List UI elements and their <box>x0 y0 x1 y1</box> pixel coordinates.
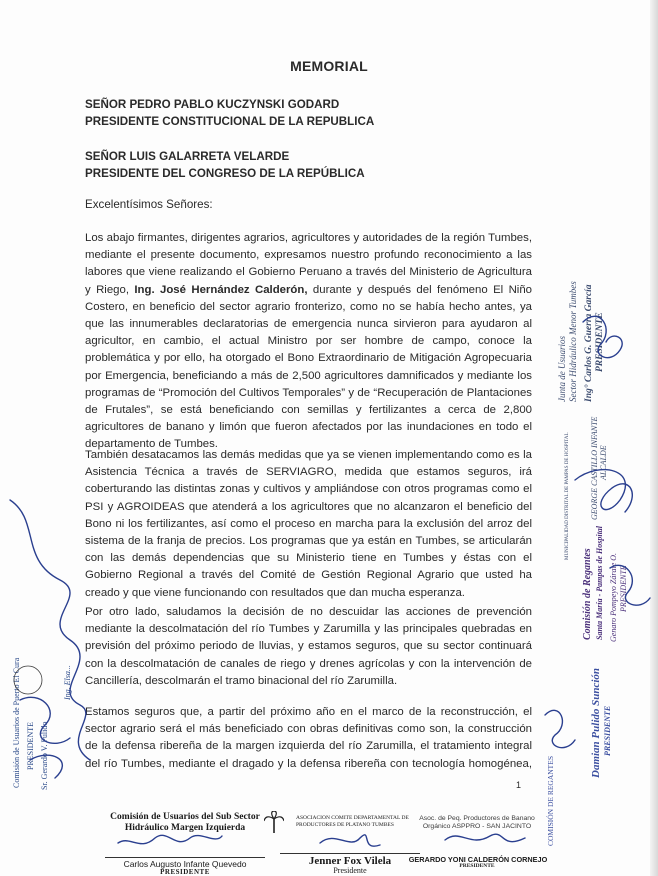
left-stamp-line-4: Ing. Elsa... <box>63 665 72 700</box>
george-stamp-role: ALCALDE <box>599 445 608 480</box>
document-title: MEMORIAL <box>290 58 368 74</box>
paragraph-2: También desatacamos las demás medidas que ya se vienen implementando como es la Asistencia Técnica a través de SERVIAGRO, medida que estamos seguros, irá coberturando las distintas zonas y cultivos y ampliándose con otros programas como el PSI y AGROIDEAS que atenderá a los agricultores que no alcanzaron el beneficio del Bono ni los fertilizantes, así como el proceso en marcha para la exclusión del arroz del sistema de la franja de precios. Los programas que ya están en Tumbes, se articularán con las demás dependencias que su Ministerio tiene en Tumbes y éstas con el Gobierno Regional a través del Comité de Gestión Regional Agrario que usted ha creado y que viene funcionando con resultados que dan mucha esperanza. <box>85 449 532 599</box>
paragraph-3: Por otro lado, saludamos la decisión de no descuidar las acciones de prevención mediante la descolmatación del río Tumbes y Zarumilla y las principales quebradas en previsión del próximo periodo de lluvias, y estamos seguros, que su sector continuará con la descolmatación de canales de riego y drenes agrícolas y con la intervención de Cancillería, descolmarán el tramo binacional del río Zarumilla. <box>85 606 532 687</box>
signature-left-loops <box>20 697 70 778</box>
addressee-1-title: PRESIDENTE CONSTITUCIONAL DE LA REPUBLICA <box>85 115 375 128</box>
signature-left-large <box>10 500 90 760</box>
signature-3-role: PRESIDENTE <box>459 863 495 869</box>
signature-damian <box>545 710 575 747</box>
municipalidad-stamp: MUNICIPALIDAD DISTRITAL DE PAMPAS DE HOSPITAL <box>565 432 570 560</box>
signature-mid-right <box>610 565 650 605</box>
junta-stamp-line-2: Sector Hidráulico Menor Tumbes <box>568 281 578 402</box>
signature-george-castillo <box>575 470 632 512</box>
palm-tree-logo-icon <box>264 811 284 833</box>
left-stamp-line-2: PRESIDENTE <box>26 722 35 770</box>
signature-3-name: GERARDO YONI CALDERÓN CORNEJO <box>408 855 548 864</box>
addressee-2-title: PRESIDENTE DEL CONGRESO DE LA REPÚBLICA <box>85 167 365 180</box>
carlos-stamp-role: PRESIDENTE <box>595 312 605 372</box>
signature-1-org: Comisión de Usuarios del Sub Sector Hidráulico Margen Izquierda <box>110 812 260 833</box>
signature-bottom-1 <box>118 835 222 843</box>
carlos-stamp-name: Ing° Carlos G. Guerra García <box>584 284 594 402</box>
comision-regantes-short-stamp: COMISIÓN DE REGANTES <box>546 756 555 846</box>
salutation: Excelentísimos Señores: <box>85 198 213 211</box>
george-stamp-name: GEORGE CASTILLO INFANTE <box>590 416 599 520</box>
signature-1-role: PRESIDENTE <box>160 868 210 876</box>
signature-block-asppro <box>408 815 548 869</box>
damian-stamp-role: PRESIDENTE <box>603 705 612 756</box>
comision-regantes-line-1: Comisión de Regantes <box>582 548 593 640</box>
genaro-stamp-role: PRESIDENTE <box>619 565 628 612</box>
genaro-stamp-name: Genaro Pompeyo Zárate O. <box>609 552 618 642</box>
signature-2-name: Jenner Fox Vilela <box>308 855 392 867</box>
signature-bottom-2 <box>320 835 380 846</box>
signature-1-name: Carlos Augusto Infante Quevedo <box>123 859 247 869</box>
signature-carlos-guerra <box>583 316 622 357</box>
paragraph-1-part-b: durante y después del fenómeno El Niño Costero, en beneficio del sector agrario fronterizo, como no se había hecho antes, ya que las innumerables declaratorias de emergencia nunca sirvieron para ayudaron al agricultor, en cambio, el actual Ministro por ser hombre de campo, conoce la problemática y por ello, ha otorgado el Bono Extraordinario de Mitigación Agropecuaria por Emergencia, beneficiando a más de 2,500 agricultores damnificados y mediante los programas de “Promoción del Cultivos Temporales” y de “Recuperación de Plantaciones de Frutales”, se está beneficiando con semillas y fertilizantes a cerca de 2,800 agricultores de banano y limón que fueron afectados por las inundaciones en todo el departamento de Tumbes. <box>85 283 533 451</box>
signature-1-line <box>105 857 265 858</box>
junta-stamp-line-1: Junta de Usuarios <box>557 336 567 402</box>
left-stamp-line-3: Sr. Gerardo V. Pulido <box>40 721 49 790</box>
signature-2-role: Presidente <box>333 866 367 875</box>
minister-name: Ing. José Hernández Calderón, <box>134 283 308 296</box>
signature-2-org: ASOCIACION COMITE DEPARTAMENTAL DE PRODUCTORES DE PLATANO TUMBES <box>296 815 409 828</box>
signature-bottom-3 <box>445 834 525 841</box>
paragraph-1-part-a: Los abajo firmantes, dirigentes agrarios, agricultores y autoridades de la región Tumbes, mediante el presente documento, expresamos nuestro profundo reconocimiento a las labores que viene realizando el Gobierno Peruano a través del Ministerio de Agricultura y Riego, <box>85 232 532 296</box>
signature-3-org: Asoc. de Peq. Productores de Banano Orgánico ASPPRO - SAN JACINTO <box>419 815 535 830</box>
page-number: 1 <box>516 780 522 790</box>
damian-stamp-name: Damian Pulido Sunción <box>590 667 602 778</box>
comision-regantes-line-2: Santa María - Pampas de Hospital <box>595 525 604 640</box>
addressee-2-name: SEÑOR LUIS GALARRETA VELARDE <box>85 150 290 163</box>
left-round-seal <box>14 666 42 694</box>
paragraph-4: Estamos seguros que, a partir del próximo año en el marco de la reconstrucción, el sector agrario será el más beneficiado con obras definitivas como son, la construcción de la defensa ribereña de la margen izquierda del río Zarumilla, el tratamiento integral del río Tumbes, mediante el dragado y la defensa ribereña con tecnología homogénea, <box>85 706 532 770</box>
addressee-1-name: SEÑOR PEDRO PABLO KUCZYNSKI GODARD <box>85 98 340 111</box>
signature-block-margen-izquierda <box>95 812 275 876</box>
left-stamp-line-1: Comisión de Usuarios de Puerto El Cura <box>12 657 21 788</box>
signature-2-line <box>280 853 420 854</box>
signature-block-productores-platano <box>290 815 410 875</box>
